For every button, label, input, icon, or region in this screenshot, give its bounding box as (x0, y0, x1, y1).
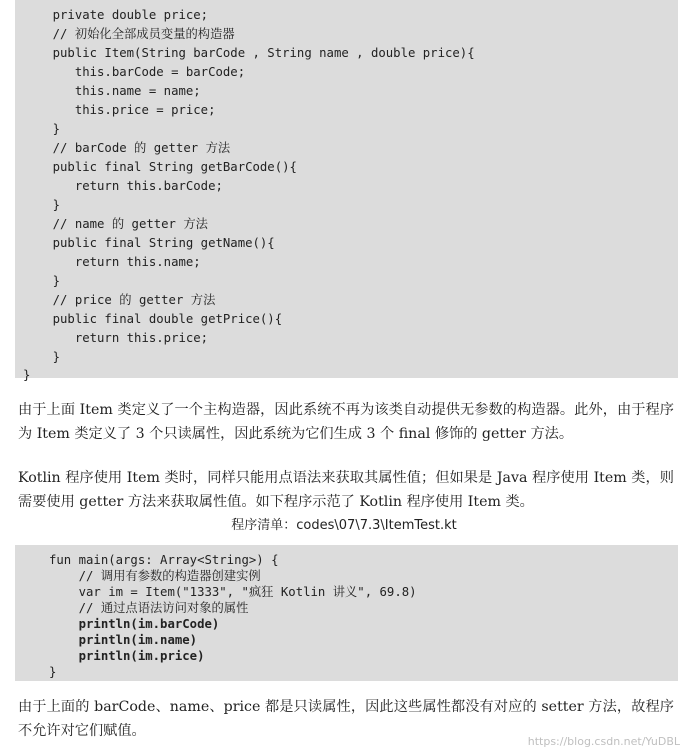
code-line: // 初始化全部成员变量的构造器 (23, 27, 235, 41)
code-line: public final String getName(){ (23, 236, 275, 250)
code-line: } (23, 198, 61, 212)
code-line: println(im.barCode) (49, 617, 220, 631)
code-line: } (49, 665, 57, 679)
code-line: this.barCode = barCode; (23, 65, 246, 79)
code-line: } (23, 368, 31, 382)
body-paragraph-2: Kotlin 程序使用 Item 类时，同样只能用点语法来获取其属性值；但如果是 Java 程序使用 Item 类，则需要使用 getter 方法来获取属性值。如下程序示范了 Kotlin 程序使用 Item 类。 (18, 470, 674, 510)
code-line: private double price; (23, 8, 209, 22)
code-line: println(im.price) (49, 649, 205, 663)
code-line: return this.price; (23, 331, 209, 345)
code-line: var im = Item("1333", "疯狂 Kotlin 讲义", 69.8) (49, 585, 417, 599)
code-line: // price 的 getter 方法 (23, 293, 216, 307)
listing-caption: 程序清单：codes\07\7.3\ItemTest.kt (231, 518, 457, 533)
code-line: return this.barCode; (23, 179, 223, 193)
code-block-java-item (15, 0, 678, 382)
code-line: fun main(args: Array<String>) { (49, 553, 279, 567)
watermark: https://blog.csdn.net/YuDBL (527, 735, 680, 748)
code-line: public final double getPrice(){ (23, 312, 283, 326)
code-line: } (23, 274, 61, 288)
code-line: } (23, 122, 61, 136)
code-line: return this.name; (23, 255, 201, 269)
code-line: this.price = price; (23, 103, 216, 117)
code-line: // barCode 的 getter 方法 (23, 141, 231, 155)
code-line: println(im.name) (49, 633, 198, 647)
code-line: // name 的 getter 方法 (23, 217, 208, 231)
code-line: public Item(String barCode , String name , double price){ (23, 46, 475, 60)
code-line: // 调用有参数的构造器创建实例 (49, 569, 261, 583)
code-line: public final String getBarCode(){ (23, 160, 297, 174)
code-block-kotlin-itemtest (15, 545, 678, 681)
body-paragraph-1: 由于上面 Item 类定义了一个主构造器，因此系统不再为该类自动提供无参数的构造器。此外，由于程序为 Item 类定义了 3 个只读属性，因此系统为它们生成 3 个 final 修饰的 getter 方法。 (18, 402, 674, 442)
code-line: this.name = name; (23, 84, 201, 98)
code-line: // 通过点语法访问对象的属性 (49, 601, 249, 615)
body-paragraph-3: 由于上面的 barCode、name、price 都是只读属性，因此这些属性都没有对应的 setter 方法，故程序不允许对它们赋值。 (18, 699, 674, 739)
code-line: } (23, 350, 61, 364)
